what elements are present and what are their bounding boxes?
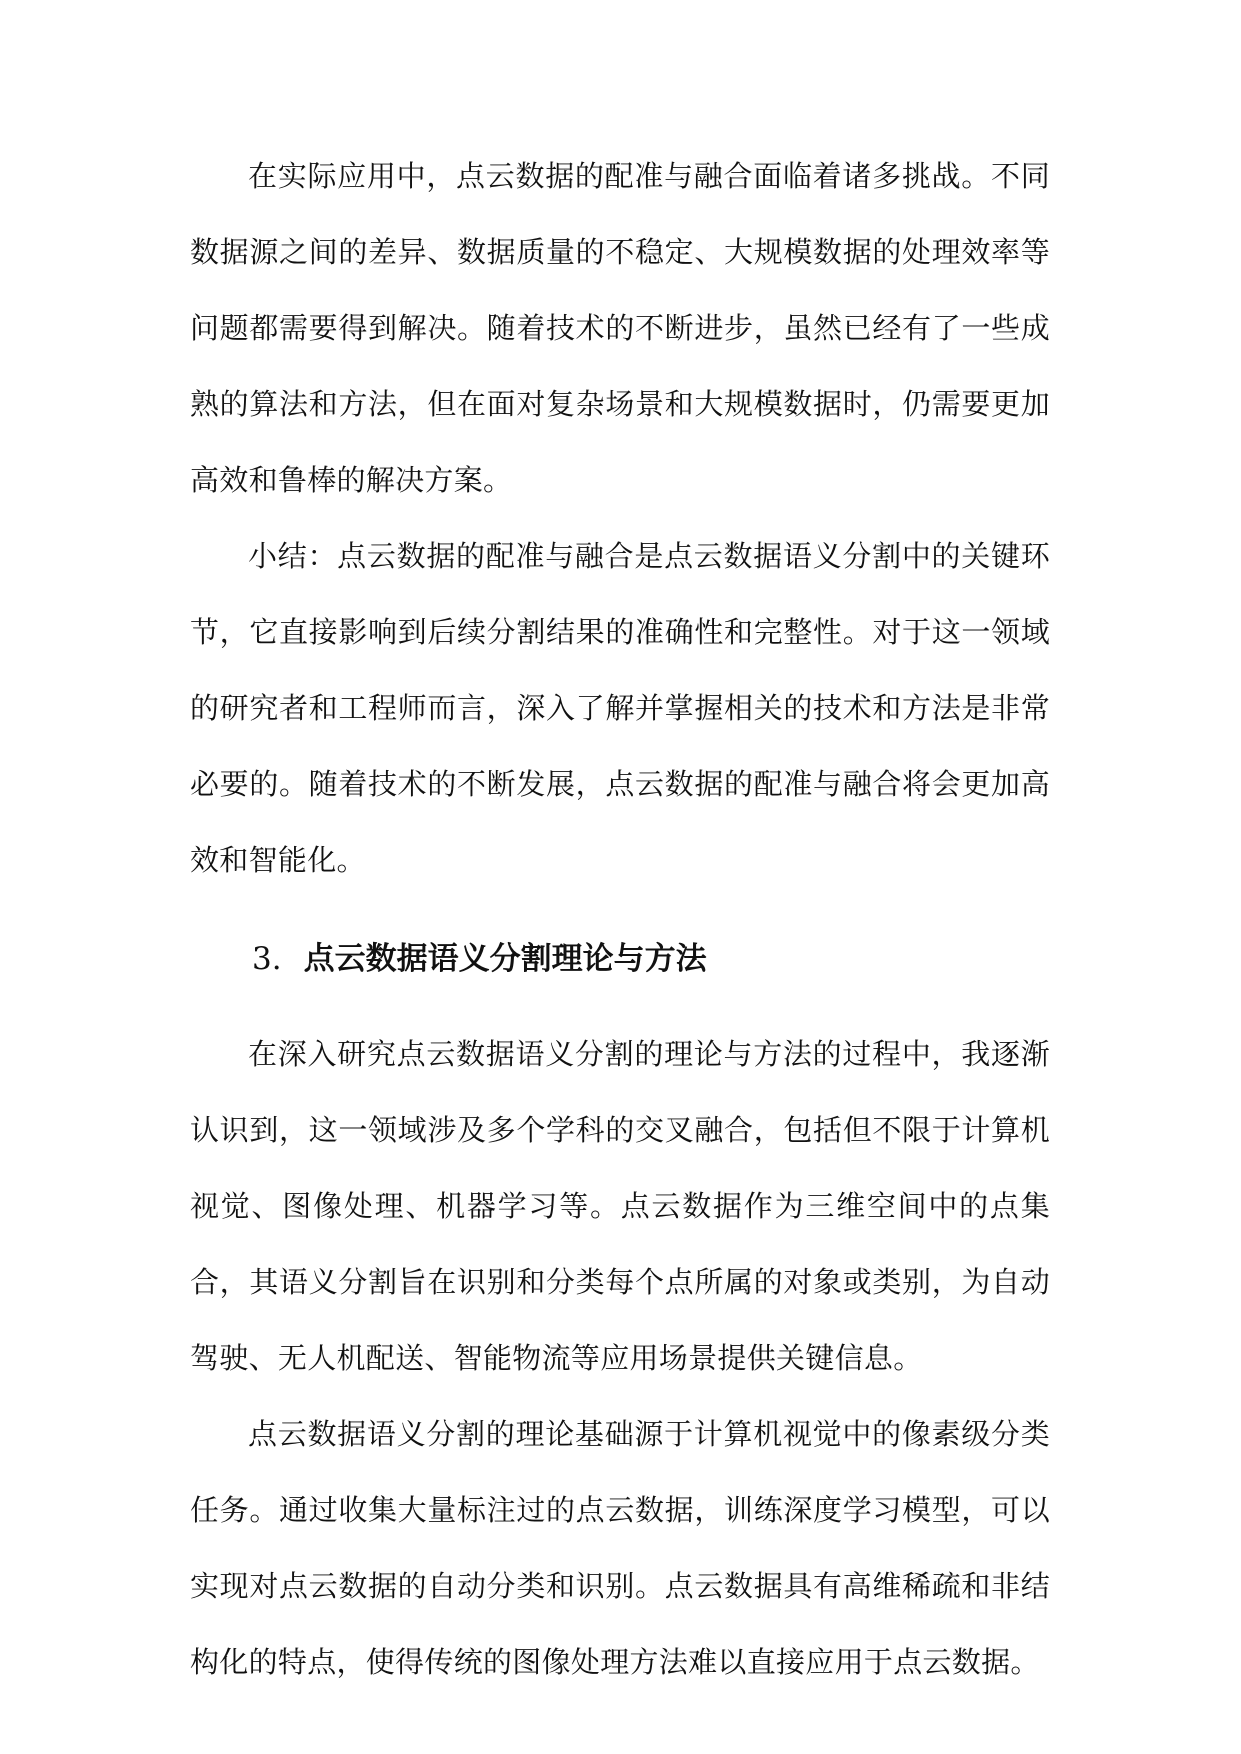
section-number: 3.	[252, 941, 282, 977]
section-title: 点云数据语义分割理论与方法	[303, 941, 707, 977]
paragraph-overview: 在深入研究点云数据语义分割的理论与方法的过程中，我逐渐认识到，这一领域涉及多个学科的交叉融合，包括但不限于计算机视觉、图像处理、机器学习等。点云数据作为三维空间中的点集合，其语义分割旨在识别和分类每个点所属的对象或类别，为自动驾驶、无人机配送、智能物流等应用场景提供关键信息。	[190, 1037, 1050, 1375]
paragraph-theory: 点云数据语义分割的理论基础源于计算机视觉中的像素级分类任务。通过收集大量标注过的点云数据，训练深度学习模型，可以实现对点云数据的自动分类和识别。点云数据具有高维稀疏和非结构化的特点，使得传统的图像处理方法难以直接应用于点云数据。	[190, 1417, 1050, 1679]
section-heading	[190, 924, 1050, 994]
page-content	[190, 138, 1050, 1700]
paragraph-summary: 小结：点云数据的配准与融合是点云数据语义分割中的关键环节，它直接影响到后续分割结果的准确性和完整性。对于这一领域的研究者和工程师而言，深入了解并掌握相关的技术和方法是非常必要的。随着技术的不断发展，点云数据的配准与融合将会更加高效和智能化。	[190, 539, 1050, 877]
paragraph-challenges: 在实际应用中，点云数据的配准与融合面临着诸多挑战。不同数据源之间的差异、数据质量的不稳定、大规模数据的处理效率等问题都需要得到解决。随着技术的不断进步，虽然已经有了一些成熟的算法和方法，但在面对复杂场景和大规模数据时，仍需要更加高效和鲁棒的解决方案。	[190, 159, 1050, 497]
